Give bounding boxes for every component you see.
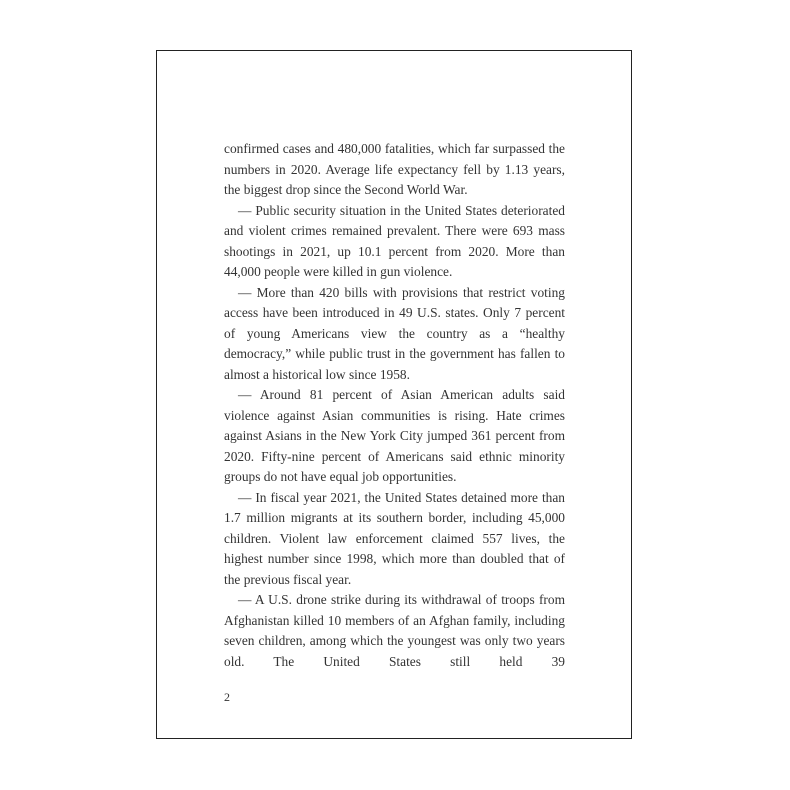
paragraph-asian-violence: — Around 81 percent of Asian American adults said violence against Asian communities is rising. Hate crimes against Asians in the New York City jumped 361 percent from 2020. Fifty-nine percent of Americans said ethnic minority groups do not have equal job opportunities.: [224, 387, 565, 484]
body-text: [224, 139, 565, 672]
paragraph-life-expectancy: confirmed cases and 480,000 fatalities, which far surpassed the numbers in 2020. Average life expectancy fell by 1.13 years, the biggest drop since the Second World War.: [224, 141, 565, 197]
paragraph-drone-strike: — A U.S. drone strike during its withdrawal of troops from Afghanistan killed 10 members of an Afghan family, including seven children, among which the youngest was only two years old. The United States still held 39: [224, 592, 565, 669]
paragraph-public-security: — Public security situation in the United States deteriorated and violent crimes remained prevalent. There were 693 mass shootings in 2021, up 10.1 percent from 2020. More than 44,000 people were killed in gun violence.: [224, 202, 565, 279]
paragraph-migrants: — In fiscal year 2021, the United States detained more than 1.7 million migrants at its southern border, including 45,000 children. Violent law enforcement claimed 557 lives, the highest number since 1998, which more than doubled that of the previous fiscal year.: [224, 489, 565, 587]
page-number: 2: [224, 690, 230, 704]
paragraph-voting-access: — More than 420 bills with provisions that restrict voting access have been introduced in 49 U.S. states. Only 7 percent of young Americans view the country as a “healthy democracy,” while public trust in the government has fallen to almost a historical low since 1958.: [224, 284, 565, 382]
